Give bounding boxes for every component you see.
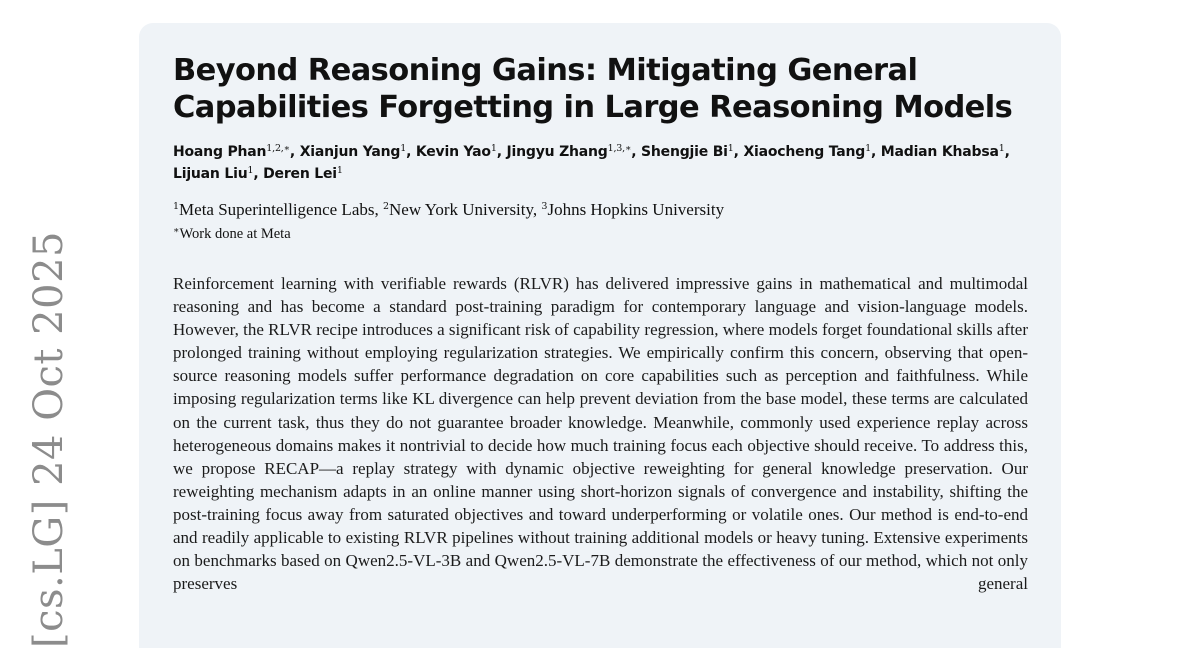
note-text: Work done at Meta: [179, 226, 291, 242]
paper-title: Beyond Reasoning Gains: Mitigating General Capabilities Forgetting in Large Reasoning Models: [173, 53, 1013, 125]
author-name: Deren Lei: [263, 166, 337, 182]
author-name: Madian Khabsa: [880, 144, 999, 160]
author: [881, 144, 1005, 160]
author-name: Kevin Yao: [415, 144, 491, 160]
author: [416, 144, 497, 160]
author-marks: 1: [336, 165, 343, 176]
author: [507, 144, 632, 160]
author-marks: 1: [727, 143, 734, 154]
affiliation-name: Meta Superintelligence Labs: [179, 200, 375, 219]
author-name: Lijuan Liu: [173, 166, 248, 182]
affiliation-mark: 1: [173, 201, 180, 212]
affiliation-name: Johns Hopkins University: [547, 200, 725, 219]
author-name: Shengjie Bi: [641, 144, 728, 160]
author-name: Xianjun Yang: [299, 144, 401, 160]
author-marks: 1: [998, 143, 1005, 154]
author: [743, 144, 871, 160]
affiliation-mark: 3: [541, 201, 548, 212]
author-list: Hoang Phan$^{1,2,∗}$, Xianjun Yang$^1$, Kevin Yao$^1$, Jingyu Zhang$^{1,3,∗}$, Shengjie Bi$^1$, Xiaocheng Tang$^1$, Madian Khabsa$^1$, Lijuan Liu$^1$, Deren Lei$^1$: [173, 143, 1010, 182]
author: [641, 144, 734, 160]
author: [173, 166, 253, 182]
abstract-text: Reinforcement learning with verifiable rewards (RLVR) has delivered impressive gains in mathematical and multimodal reasoning and has become a standard post-training paradigm for contemporary language and vision-language models. However, the RLVR recipe introduces a significant risk of capability regression, where models forget foundational skills after prolonged training without employing regularization strategies. We empirically confirm this concern, observing that open-source reasoning models suffer performance degradation on core capabilities such as perception and faithfulness. While imposing regularization terms like KL divergence can help prevent deviation from the base model, these terms are calculated on the current task, thus they do not guarantee broader knowledge. Meanwhile, commonly used experience replay across heterogeneous domains makes it nontrivial to decide how much training focus each objective should receive. To address this, we propose RECAP—a replay strategy with dynamic objective reweighting for general knowledge preservation. Our reweighting mechanism adapts in an online manner using short-horizon signals of convergence and instability, shifting the post-training focus away from saturated objectives and toward underperforming or volatile ones. Our method is end-to-end and readily applicable to existing RLVR pipelines without training additional models or heavy tuning. Extensive experiments on benchmarks based on Qwen2.5-VL-3B and Qwen2.5-VL-7B demonstrate the effectiveness of our method, which not only preserves general: [173, 274, 1028, 594]
author-marks: 1: [865, 143, 871, 154]
affiliations: $^1$Meta Superintelligence Labs, $^2$New York University, $^3$Johns Hopkins University: [173, 200, 725, 219]
author: [300, 144, 406, 160]
author-marks: 1,3,∗: [607, 143, 632, 154]
author-marks: 1: [247, 165, 254, 176]
affiliation-mark: 2: [382, 201, 390, 212]
author-marks: 1,2,∗: [266, 143, 290, 154]
author-name: Xiaocheng Tang: [743, 144, 866, 160]
note-mark: ∗: [173, 225, 180, 236]
author-marks: 1: [490, 143, 497, 154]
author: [173, 144, 290, 160]
author-name: Jingyu Zhang: [506, 144, 608, 160]
arxiv-identifier-stamp: [cs.LG] 24 Oct 2025: [26, 231, 72, 648]
author-note: [173, 224, 1043, 244]
author: [263, 166, 343, 182]
affiliation-name: New York University: [389, 200, 533, 219]
author-marks: 1: [400, 143, 407, 154]
author-name: Hoang Phan: [173, 144, 267, 160]
